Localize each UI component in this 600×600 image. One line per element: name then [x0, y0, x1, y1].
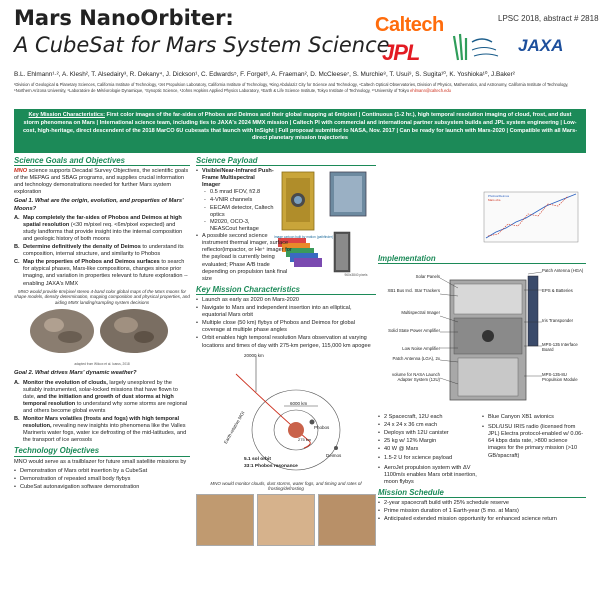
specs-left [378, 414, 478, 487]
list-item: • A possible second science instrument thermal imager, surface reflector(impactor, or He⁺ imager for the payload is currently being evaluated; Phase A/B trade depending on propulsion tank final size [196, 233, 294, 283]
label-mps-module: MPS-135-8U Propulsion Module [542, 372, 578, 383]
orbit-label-6000: 6000 km [290, 400, 308, 406]
poster-subtitle: A CubeSat for Mars System Science [14, 33, 390, 57]
caltech-logo: Caltech [375, 14, 444, 36]
solar-panel [528, 276, 538, 346]
objective-label: A. [14, 379, 20, 386]
schedule-list [378, 500, 586, 523]
objective-bold: Determine definitively the density of Deimos [23, 244, 141, 251]
orbit-label-deimos: Deimos [326, 452, 342, 458]
list-item: • Prime mission duration of 1 Earth-year (5 mo. at Mars) [378, 508, 586, 515]
tech-objectives-title: Technology Objectives [14, 447, 190, 456]
list-item: • SDL/USU IRIS radio (licensed from JPL) Electra protocol-enabled w/ 0.06-64 kbps data rate, >800 science images for the primary mission (>10 GB/spacraft) [482, 424, 586, 459]
mission-characteristics-list [196, 297, 376, 350]
contact-email[interactable]: ehlmann@caltech.edu [410, 87, 451, 93]
mno-accent: MNO [14, 168, 28, 175]
label-launch-adapter: volume for NASA Launch Adapter System (12U) [391, 372, 440, 383]
orbit-label-20000: 20000 km [244, 352, 264, 358]
flyby-plot [476, 188, 582, 250]
list-item: • Navigate to Mars and independent insertion into an elliptical, equatorial Mars orbit [196, 305, 376, 319]
objective-1c [14, 259, 190, 287]
list-item: • Blue Canyon XB1 avionics [482, 414, 586, 421]
list-item: • Demonstration of Mars orbit insertion by a CubeSat [14, 468, 190, 475]
objective-label: B. [14, 416, 20, 423]
payload-main: Visible/Near-Infrared Push-Frame Multispectral Imager [202, 168, 274, 189]
objective-text: revealing new insights into phenomena like the Valles Marineris water fogs, water ice defrosting of the mid-latitudes, and the transport of ice aerosols [23, 423, 187, 444]
orbit-label-perigee: 275 km [298, 436, 312, 442]
objective-2b [14, 416, 190, 444]
mars-image-2 [257, 494, 315, 546]
objective-bold: and the initiation and growth of dust storms at high temporal resolution [23, 393, 174, 407]
label-lga: Patch Antenna (LGA), 2x [392, 356, 440, 362]
objective-label: C. [14, 259, 20, 266]
label-sspa: Solid State Power Amplifier [388, 328, 440, 334]
weather-caption: MNO would monitor clouds, dust storms, water fogs, and timing and rates of frosting/defrosting [210, 480, 362, 492]
column-science-goals [14, 157, 190, 492]
affiliations [14, 82, 586, 93]
poster-title: Mars NanoOrbiter: [14, 6, 234, 30]
banner-heading: Key Mission Characteristics: [28, 112, 105, 118]
science-intro-text: science supports Decadal Survey Objectives, the scientific goals of the MEPAG and SBAG programs, and supplies crucial information and technology demonstrations needed for further Mars system exploration [14, 168, 189, 196]
label-mps-board: MPS-135 Interface Board [542, 342, 578, 353]
kacst-logo [444, 30, 502, 70]
label-xb1-bus: XB1 Bus Incl. Star Trackers [387, 288, 440, 294]
spacecraft-diagram [378, 266, 586, 414]
list-item: - EECAM detector, Caltech optics [202, 205, 274, 219]
list-item: - 4-VNIR channels [202, 197, 274, 204]
list-item: • Anticipated extended mission opportunity for enhanced science return [378, 516, 586, 523]
objective-text: to understand its composition, internal structure, and similarity to Phobos [23, 244, 184, 258]
mars-image-3 [318, 494, 376, 546]
objective-label: A. [14, 214, 20, 221]
specs-right [482, 414, 586, 487]
plot-legend-1: Phobos/Deimos [488, 194, 510, 198]
label-imager: Multispectral Imager [401, 310, 440, 316]
payload-title: Science Payload [196, 157, 376, 166]
list-item: - 0.5 mrad IFOV, f/2.8 [202, 189, 274, 196]
objective-text: to search for atypical phases, Mars-like compositions, changes since prior imaging, and variation in properties relevant to future exploration -- enabling JAXA's MMX [23, 259, 188, 287]
list-item: • CubeSat autonavigation software demonstration [14, 484, 190, 491]
key-characteristics-banner [14, 109, 586, 153]
label-hga: Patch Antenna (HGA) [542, 268, 584, 274]
mars-images [196, 494, 376, 546]
jpl-logo: JPL [382, 40, 420, 65]
orbit-label-phobos: Phobos [314, 424, 330, 430]
payload-list [196, 168, 274, 233]
label-lna: Low Noise Amplifier [402, 346, 440, 352]
tech-intro: MNO would serve as a trailblazer for future small satellite missions by [14, 458, 187, 465]
list-item: • 24 x 24 x 36 cm each [378, 422, 478, 429]
column-payload [196, 157, 376, 546]
objective-text: to understand why some storms are regional and others become global events [23, 400, 188, 414]
orbit-label-ratio: 5.1 sol orbit [244, 456, 271, 462]
objective-bold: Monitor the evolution of clouds, [23, 379, 108, 386]
plot-legend-2: Mars obs. [488, 198, 502, 202]
science-intro [14, 168, 190, 196]
objective-1a [14, 215, 190, 243]
list-item: • 2 Spacecraft, 12U each [378, 414, 478, 421]
list-item: • 25 kg w/ 12% Margin [378, 438, 478, 445]
banner-text: First color images of the far-sides of Phobos and Deimos and their global mapping at 6m/pixel | Continuous (1-2 hr.), high temporal resolution imaging of cloud, frost, and dust storm phenomena on Mars | International science team, including ties to JAXA's 2024 MMX mission | Caltech PI with commercial and international partner subsystem builds and JPL system engineering | Low-cost, high-heritage, direct descendent of the 2018 MarCO 6U cubesats that launch with InSight | Full proposal submitted to NASA, Nov. 2017 | Can be ready for launch with Mars-2020 | Compatible with all Mars-direct planetary mission trajectories [22, 112, 578, 142]
mars-image-1 [196, 494, 254, 546]
goal-2-heading: Goal 2. What drives Mars' dynamic weather? [14, 370, 137, 377]
list-item: • 2-year spacecraft build with 25% schedule reserve [378, 500, 586, 507]
list-item: • Deploys with 12U canister [378, 430, 478, 437]
objective-2a [14, 380, 190, 415]
spec-columns [378, 414, 586, 487]
affiliation-text: ¹Division of Geological & Planetary Sciences, California Institute of Technology, ²Jet Propulsion Laboratory, California Institute of Technology, ³King Abdulaziz City for Science and Technology, ⁴Caltech Optical Observatories, Division of Physics, Mathematics, and Astronomy, California Institute of Technology, ⁵Northern Arizona University, ⁶Laboratoire de Météorologie Dynamique, ⁷Synoptic Science, ⁸Johns Hopkins Applied Physics Laboratory, ⁹Earth & Life Science Institute, Tokyo Institute of Technology, ¹⁰University of Tokyo [14, 82, 569, 93]
deimos-marker [334, 446, 338, 450]
abstract-number: LPSC 2018, abstract # 2818 [498, 14, 599, 23]
objective-bold: Map completely the far-sides of Phobos and Deimos at high spatial resolution [23, 214, 182, 228]
list-item: • Orbit enables high temporal resolution Mars observation at varying locations and times of day with 275-km perigee, 115,000 km apogee [196, 335, 376, 349]
pixel-label: 960x3840 pixels [344, 273, 368, 278]
moon-map-caption: MNO would provide 6m/pixel stereo 4-band color global maps of the Mars moons for shape models, density determination, mapping composition and physical properties, and aiding MMX landing/sampling system decisions [14, 288, 190, 305]
list-item: • Launch as early as 2020 on Mars-2020 [196, 297, 376, 304]
payload-spec-list [202, 189, 274, 233]
list-item: • Multiple close (50 km) flybys of Phobos and Deimos for global coverage at multiple phase angles [196, 320, 376, 334]
label-solar-panels: Solar Panels [415, 274, 440, 280]
objective-bold: Map the properties of Phobos and Deimos surfaces [23, 259, 160, 266]
objective-text: largely unexplored by the suitably instrumented, solar-locked missions that have flown to date, [23, 379, 178, 400]
adapted-credit: adapted from Wilcox et al. Icarus, 2018 [74, 362, 130, 367]
mission-characteristics-title: Key Mission Characteristics [196, 286, 376, 295]
list-item [196, 168, 274, 233]
author-list: B.L. Ehlmann¹·², A. Klesh², T. Alsedairy³, R. Dekany⁴, J. Dickson¹, C. Edwards⁵, F. Forget⁶, A. Fraeman², D. McCleese⁷, S. Murchie⁸, T. Usui⁹, S. Sugita¹⁰, K. Yoshioka¹⁰, J.Baker² [14, 71, 515, 78]
list-item: • 40 W @ Mars [378, 446, 478, 453]
objective-text: (<30 m/pixel req. <6m/pixel expected) and study landforms that provide insight into the internal composition and geologic history of both moons [23, 221, 183, 242]
orbit-diagram [196, 352, 376, 480]
objective-bold: Monitor Mars volatiles (frosts and fogs) with high temporal resolution, [23, 416, 180, 430]
goal-1-heading: Goal 1. What are the origin, evolution, and properties of Mars' Moons? [14, 198, 184, 212]
list-item: - M2020, OCO-3, NEASCout heritage [202, 219, 274, 233]
orbit-label-res: 33:1 Phobos resonance [244, 463, 298, 469]
list-item: • AeroJet propulsion system with ΔV 1100m/s enables Mars orbit insertion, moon flybys [378, 465, 478, 486]
objective-label: B. [14, 244, 20, 251]
label-eps: EPS & Batteries [542, 288, 573, 294]
list-item: • Demonstration of repeated small body flybys [14, 476, 190, 483]
moon-maps-image [22, 307, 182, 359]
implementation-title: Implementation [378, 255, 586, 264]
schedule-title: Mission Schedule [378, 489, 586, 498]
tech-list [14, 468, 190, 491]
science-goals-title: Science Goals and Objectives [14, 157, 190, 166]
jaxa-logo: JAXA [518, 36, 564, 55]
column-implementation [378, 255, 586, 524]
payload-second-list [196, 233, 294, 283]
orbit-label-earth: Earth-relative MOI [222, 410, 246, 445]
image-cartoon-label: Image cartoon built by motion (pathfinder) [274, 235, 333, 240]
label-iris: Iris Transponder [542, 318, 574, 324]
objective-1b [14, 244, 190, 258]
list-item: • 1.5-2 U for science payload [378, 455, 478, 462]
